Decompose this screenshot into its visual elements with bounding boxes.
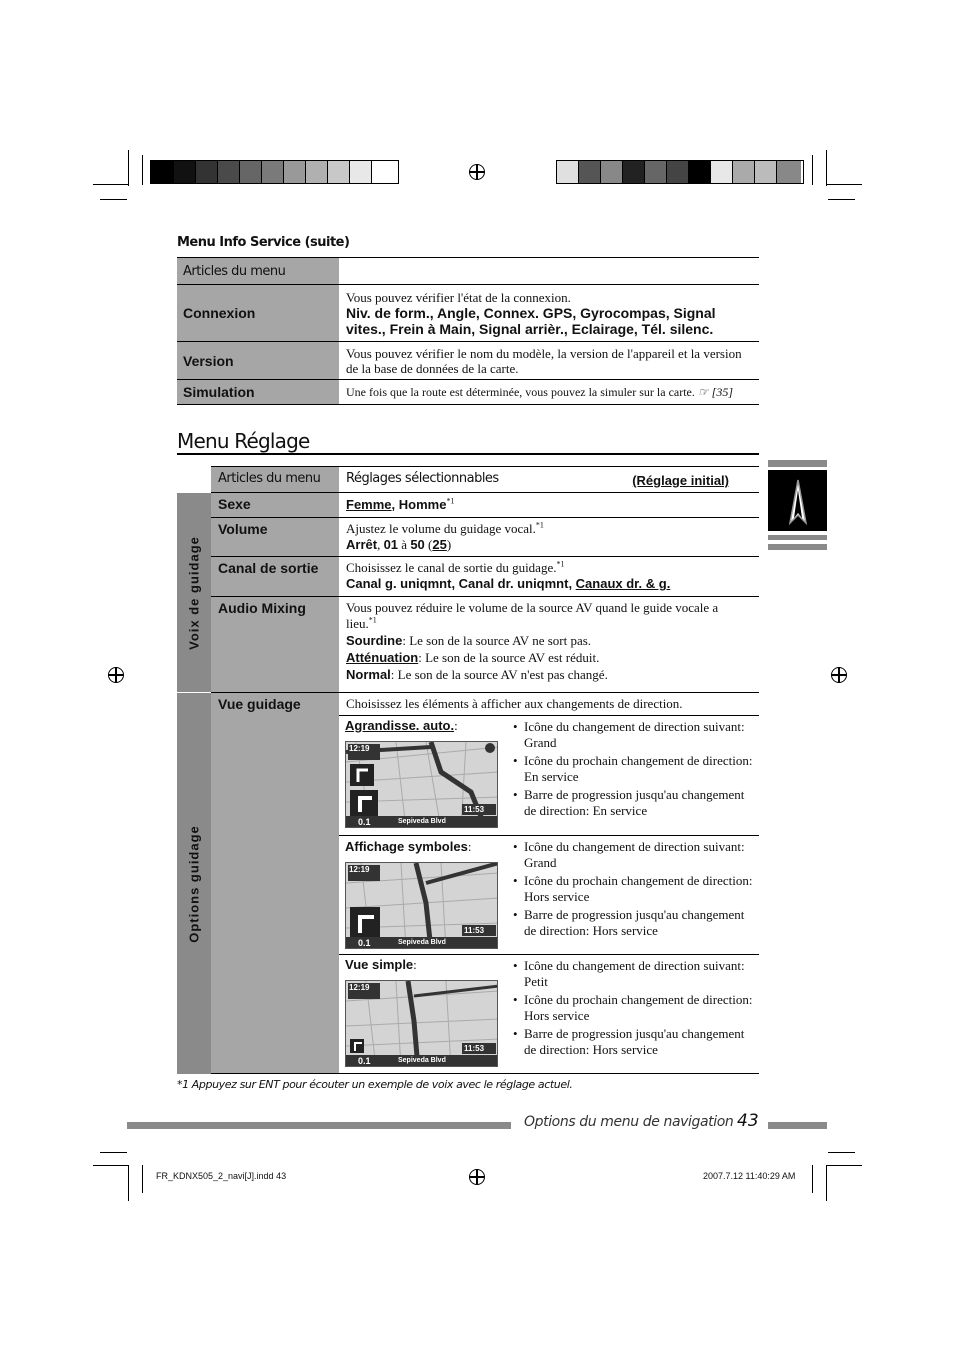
row-label: Audio Mixing — [211, 597, 339, 692]
section-subtitle: Menu Info Service (suite) — [177, 235, 350, 250]
settings-table-header — [211, 466, 759, 493]
crop-mark — [826, 1165, 862, 1166]
option: 01 — [383, 537, 399, 552]
footnote-ref: *1 — [535, 520, 544, 530]
screen-clock: 11:53 — [464, 1044, 485, 1053]
row-label: Volume — [211, 518, 339, 556]
col-header-settings: Réglages sélectionnables — [346, 471, 499, 486]
title-rule — [177, 453, 759, 455]
mode-bullets — [513, 958, 753, 1060]
footer-section-name: Options du menu de navigation — [524, 1114, 734, 1130]
footer-bar — [768, 1122, 827, 1129]
crop-mark — [93, 1165, 129, 1166]
map-image — [346, 742, 498, 828]
page-reference: ☞ [35] — [697, 384, 733, 399]
mode-name: Affichage symboles — [345, 839, 468, 854]
footnote-ref: *1 — [556, 559, 565, 569]
crop-mark — [826, 150, 827, 186]
group-options-guidage — [177, 693, 211, 1074]
option-default: Canaux dr. & g. — [575, 576, 671, 591]
screen-distance: 0.1 — [358, 817, 371, 827]
crop-mark — [142, 1165, 143, 1193]
crop-mark — [128, 150, 129, 186]
crop-mark — [100, 199, 127, 200]
list-item: • Icône du prochain changement de direction: Hors service — [513, 873, 753, 905]
map-image — [346, 981, 498, 1067]
group-label: Options guidage — [186, 824, 202, 943]
color-bar-right — [556, 160, 804, 184]
row-label: Connexion — [177, 285, 339, 342]
crop-mark — [828, 199, 855, 200]
row-desc: Vous pouvez vérifier le nom du modèle, la version de l'appareil et la version de la base de données de la carte. — [339, 342, 759, 380]
navigation-arrow-icon — [768, 470, 827, 531]
crop-mark — [828, 1152, 855, 1153]
screen-time: 12:19 — [349, 865, 370, 874]
info-service-table — [177, 257, 759, 405]
crop-mark — [826, 1165, 827, 1201]
table-row — [177, 285, 759, 342]
option: Sourdine — [346, 633, 403, 648]
separator: , — [391, 497, 399, 512]
table-row — [211, 597, 759, 693]
crop-mark — [812, 1165, 813, 1193]
list-item: • Barre de progression jusqu'au changement de direction: Hors service — [513, 1026, 753, 1058]
divider — [339, 835, 759, 836]
mode-name: Vue simple — [345, 957, 414, 972]
divider — [339, 954, 759, 955]
row-desc: Choisissez le canal de sortie du guidage. — [346, 560, 557, 575]
table-header-empty — [339, 258, 759, 285]
list-item: • Icône du changement de direction suivant: Petit — [513, 958, 753, 990]
page-number: 43 — [737, 1111, 759, 1131]
list-item: • Icône du changement de direction suivant: Grand — [513, 839, 753, 871]
row-label: Vue guidage — [211, 693, 339, 1073]
option-default: Atténuation — [346, 650, 419, 665]
file-slug: FR_KDNX505_2_navi[J].indd 43 — [156, 1171, 287, 1181]
row-desc: Une fois que la route est déterminée, vous pouvez la simuler sur la carte. — [346, 384, 695, 399]
row-options: Niv. de form., Angle, Connex. GPS, Gyrocompas, Signal vites., Frein à Main, Signal arrièr., Eclairage, Tél. silenc. — [346, 304, 716, 337]
crop-mark — [128, 1165, 129, 1201]
list-item: • Barre de progression jusqu'au changement de direction: Hors service — [513, 907, 753, 939]
options: Canal g. uniqmnt, Canal dr. uniqmnt, — [346, 576, 576, 591]
option: Homme — [398, 497, 447, 512]
table-row — [177, 380, 759, 405]
side-tab-stripe — [768, 544, 827, 550]
row-label: Sexe — [211, 493, 339, 517]
mode-name-default: Agrandisse. auto. — [345, 718, 455, 733]
table-row: Volume Ajustez le volume du guidage vocal.$^{*1}$ Arrêt, 01 à 50 (25) — [211, 518, 759, 557]
row-label: Version — [177, 342, 339, 380]
side-tab-stripe — [768, 535, 827, 540]
registration-mark-icon — [469, 164, 485, 180]
col-header-initial: (Réglage initial) — [632, 473, 729, 488]
option-desc: : Le son de la source AV ne sort pas. — [402, 633, 592, 648]
screen-street: Sepiveda Blvd — [398, 818, 446, 825]
row-label: Canal de sortie — [211, 557, 339, 596]
option: Arrêt — [346, 537, 378, 552]
footnote-ref: *1 — [446, 496, 455, 506]
crop-mark — [93, 184, 129, 185]
row-desc: Vous pouvez vérifier l'état de la connexion. — [346, 289, 571, 305]
screen-distance: 0.1 — [358, 938, 371, 948]
screen-street: Sepiveda Blvd — [398, 939, 446, 946]
map-image — [346, 863, 498, 949]
row-desc: Ajustez le volume du guidage vocal. — [346, 521, 536, 536]
color-bar-left — [150, 160, 399, 184]
side-tab-stripe — [768, 460, 827, 467]
side-tab — [768, 470, 827, 531]
group-label: Voix de guidage — [186, 535, 202, 650]
list-item: • Icône du prochain changement de direction: Hors service — [513, 992, 753, 1024]
option-default: Femme — [346, 497, 392, 512]
screen-time: 12:19 — [349, 744, 370, 753]
option-default: 25 — [432, 537, 447, 552]
footnote-ref: *1 — [368, 615, 377, 625]
table-header: Articles du menu — [177, 258, 339, 285]
nav-screen-preview — [345, 862, 498, 949]
option-desc: : Le son de la source AV est réduit. — [418, 650, 600, 665]
mode-bullets — [513, 719, 753, 821]
mode-label: Affichage symboles: — [345, 839, 472, 854]
option: Normal — [346, 667, 391, 682]
mode-bullets — [513, 839, 753, 941]
screen-time: 12:19 — [349, 983, 370, 992]
option: 50 — [410, 537, 425, 552]
row-desc: Vous pouvez réduire le volume de la source AV quand le guide vocale a lieu. — [346, 600, 719, 631]
date-slug: 2007.7.12 11:40:29 AM — [703, 1171, 796, 1181]
registration-mark-icon — [831, 667, 847, 683]
crop-mark — [812, 155, 813, 185]
registration-mark-icon — [469, 1169, 485, 1185]
list-item: • Barre de progression jusqu'au changement de direction: En service — [513, 787, 753, 819]
crop-mark — [100, 1152, 127, 1153]
screen-clock: 11:53 — [464, 926, 485, 935]
registration-mark-icon — [108, 667, 124, 683]
group-voix-de-guidage — [177, 493, 211, 692]
mode-label: Agrandisse. auto.: — [345, 718, 458, 733]
nav-screen-preview — [345, 980, 498, 1067]
list-item: • Icône du prochain changement de direction: En service — [513, 753, 753, 785]
nav-screen-preview — [345, 741, 498, 828]
page-title: Menu Réglage — [177, 429, 310, 453]
table-row — [211, 557, 759, 597]
table-row — [177, 342, 759, 380]
crop-mark — [826, 184, 862, 185]
screen-distance: 0.1 — [358, 1056, 371, 1066]
row-desc: Choisissez les éléments à afficher aux changements de direction. — [339, 693, 759, 716]
screen-clock: 11:53 — [464, 805, 485, 814]
row-label: Simulation — [177, 380, 339, 405]
list-item: • Icône du changement de direction suivant: Grand — [513, 719, 753, 751]
footer-bar — [127, 1122, 511, 1129]
footnote: *1 Appuyez sur ENT pour écouter un exemple de voix avec le réglage actuel. — [177, 1078, 573, 1091]
range-word: à — [401, 537, 408, 552]
mode-label: Vue simple: — [345, 957, 417, 972]
screen-street: Sepiveda Blvd — [398, 1057, 446, 1064]
table-row — [211, 493, 759, 518]
option-desc: : Le son de la source AV n'est pas changé. — [390, 667, 608, 682]
col-header-items: Articles du menu — [211, 467, 339, 492]
crop-mark — [142, 155, 143, 185]
